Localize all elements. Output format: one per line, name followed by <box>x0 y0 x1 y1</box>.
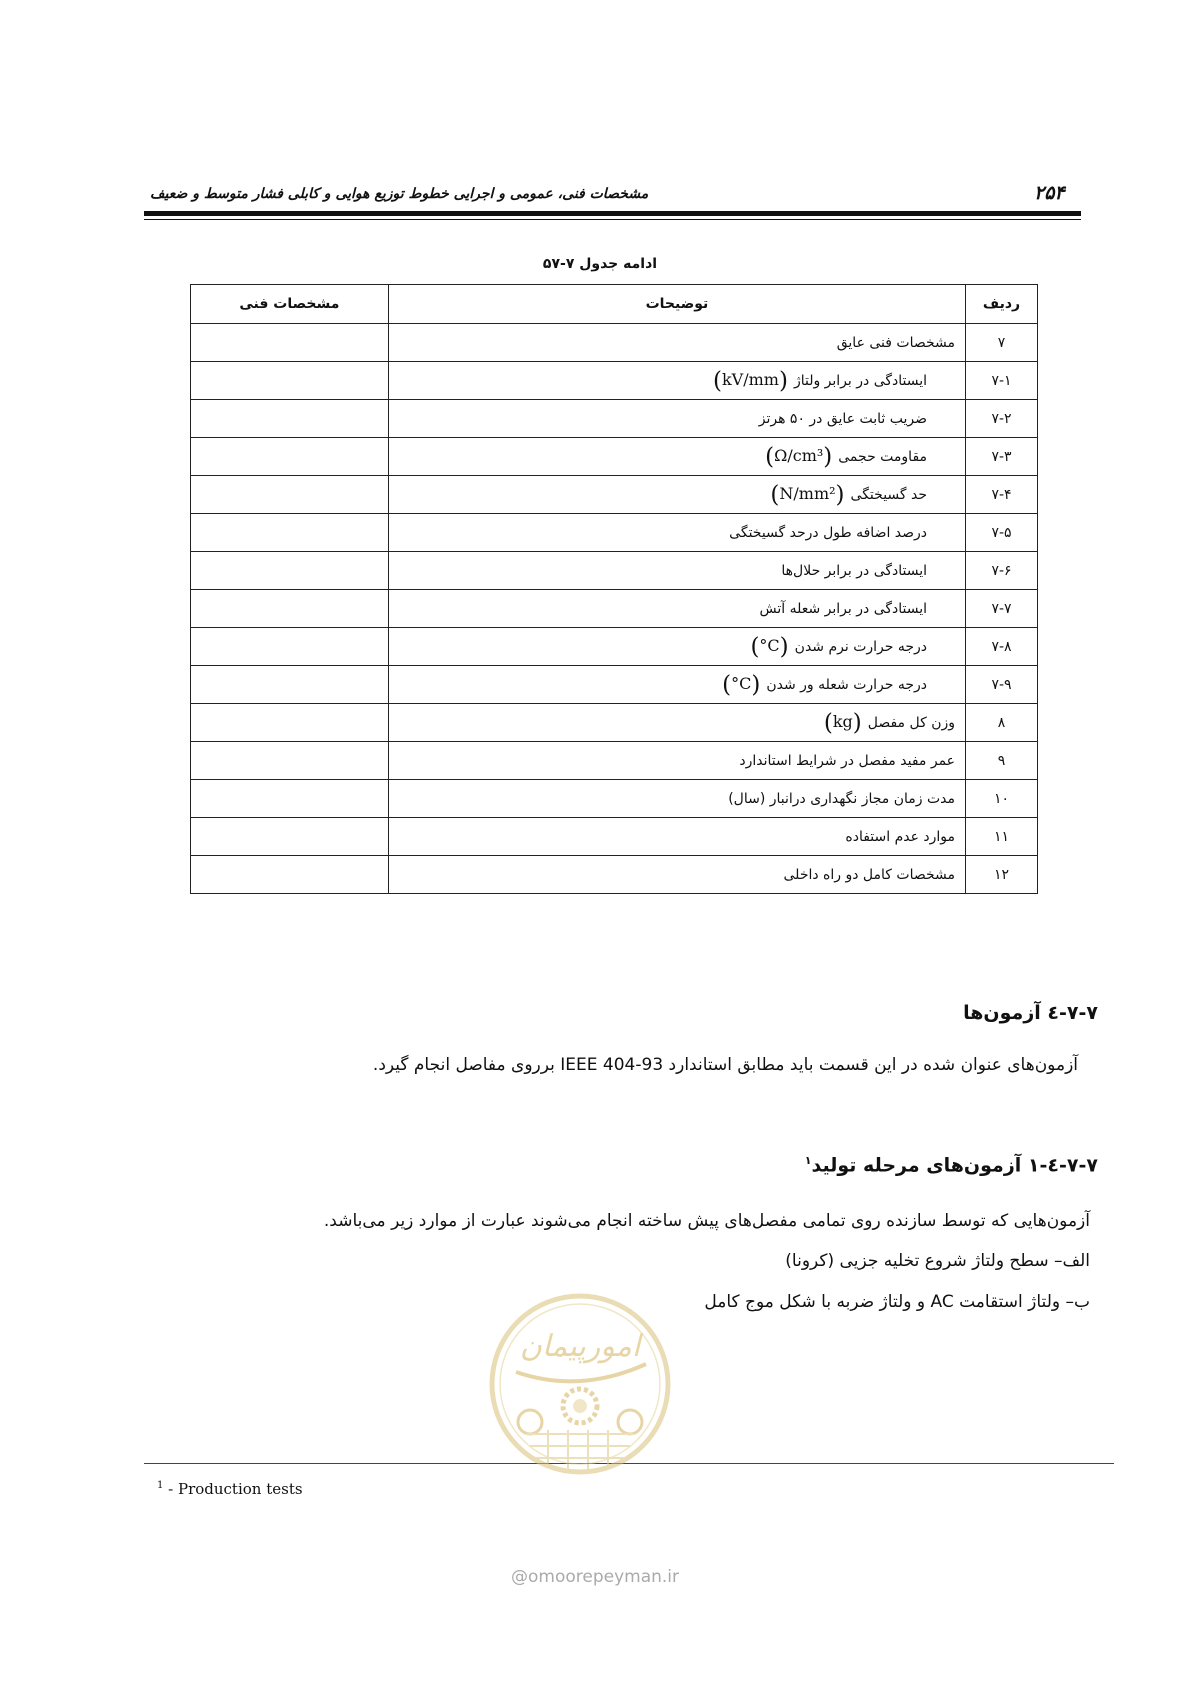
spec-table <box>190 284 1038 894</box>
table-row <box>191 704 1038 742</box>
row-unit-text: °C <box>759 635 780 655</box>
row-description <box>388 742 965 780</box>
page-number: ۲۵۴ <box>1034 182 1065 204</box>
row-description-text: مقاومت حجمی <box>838 448 928 465</box>
row-description-text: درجه حرارت شعله ور شدن <box>766 676 928 693</box>
row-description <box>388 476 965 514</box>
table-row <box>191 856 1038 894</box>
header-row-number: ردیف <box>966 285 1038 324</box>
production-item-b: ب– ولتاژ استقامت AC و ولتاژ ضربه با شکل موج کامل <box>704 1292 1090 1312</box>
row-description-text: موارد عدم استفاده <box>845 828 956 845</box>
header-spec: مشخصات فنی <box>191 285 389 324</box>
watermark-url: @omoorepeyman.ir <box>510 1567 680 1587</box>
row-description <box>388 400 965 438</box>
watermark-logo-icon <box>486 1284 674 1484</box>
row-description <box>388 704 965 742</box>
row-number: ۱۰ <box>966 780 1038 818</box>
watermark-logo-text: امورپیمان <box>519 1329 641 1364</box>
row-unit-text: N/mm² <box>779 483 836 503</box>
table-row <box>191 590 1038 628</box>
row-number: ۷ <box>966 324 1038 362</box>
header-rule <box>144 211 1081 216</box>
table-row <box>191 628 1038 666</box>
header-rule-thin <box>144 219 1081 220</box>
row-description <box>388 666 965 704</box>
row-description <box>388 438 965 476</box>
row-spec-value <box>191 742 389 780</box>
row-description-text: ضریب ثابت عایق در ۵۰ هرتز <box>758 410 928 427</box>
row-number: ۷-۷ <box>966 590 1038 628</box>
row-description-text: درجه حرارت نرم شدن <box>794 638 928 655</box>
row-description <box>388 818 965 856</box>
row-description-text: ایستادگی در برابر شعله آتش <box>759 600 928 617</box>
production-heading-text: ۷-۷-٤-۱ آزمون‌های مرحله تولید <box>811 1154 1098 1177</box>
section-tests-text: آزمون‌های عنوان شده در این قسمت باید مطابق استاندارد IEEE 404-93 برروی مفاصل انجام گیرد. <box>372 1055 1078 1075</box>
row-number: ۷-۶ <box>966 552 1038 590</box>
table-caption: ادامه جدول ۷-۵۷ <box>542 256 658 272</box>
row-description <box>388 780 965 818</box>
row-unit: (N/mm²) <box>770 481 845 508</box>
row-description-text: مشخصات فنی عایق <box>836 334 956 351</box>
row-unit-text: kV/mm <box>721 369 779 389</box>
row-unit-text: °C <box>731 673 752 693</box>
row-spec-value <box>191 590 389 628</box>
row-unit: (kg) <box>823 709 862 736</box>
row-description <box>388 552 965 590</box>
table-row <box>191 324 1038 362</box>
footnote-marker: ۱ <box>804 1154 812 1167</box>
table-header-row <box>191 285 1038 324</box>
row-number: ۷-۵ <box>966 514 1038 552</box>
row-number: ۷-۳ <box>966 438 1038 476</box>
table-row <box>191 514 1038 552</box>
row-description <box>388 628 965 666</box>
row-number: ۱۱ <box>966 818 1038 856</box>
row-unit: (°C) <box>722 671 761 698</box>
row-description <box>388 514 965 552</box>
footnote-number: 1 <box>157 1480 164 1491</box>
row-number: ۷-۱ <box>966 362 1038 400</box>
section-heading-tests: ۷-۷-٤ آزمون‌ها <box>963 1002 1098 1024</box>
row-spec-value <box>191 400 389 438</box>
footnote-text: - Production tests <box>163 1480 303 1498</box>
table-row <box>191 818 1038 856</box>
section-heading-production <box>640 1154 1098 1176</box>
row-spec-value <box>191 704 389 742</box>
row-spec-value <box>191 324 389 362</box>
row-spec-value <box>191 362 389 400</box>
row-spec-value <box>191 628 389 666</box>
table-row <box>191 742 1038 780</box>
production-item-a: الف– سطح ولتاژ شروع تخلیه جزیی (کرونا) <box>785 1251 1090 1271</box>
table-row <box>191 552 1038 590</box>
row-unit: (°C) <box>750 633 789 660</box>
row-description <box>388 856 965 894</box>
row-description-text: درصد اضافه طول درحد گسیختگی <box>729 524 928 541</box>
row-spec-value <box>191 780 389 818</box>
row-unit-text: kg <box>832 711 853 731</box>
row-description-text: مدت زمان مجاز نگهداری درانبار (سال) <box>728 790 956 807</box>
table-row <box>191 780 1038 818</box>
row-spec-value <box>191 818 389 856</box>
row-unit-text: Ω/cm³ <box>774 445 824 465</box>
row-spec-value <box>191 438 389 476</box>
row-number: ۷-۴ <box>966 476 1038 514</box>
row-spec-value <box>191 856 389 894</box>
row-unit: (kV/mm) <box>712 367 788 394</box>
row-number: ۷-۸ <box>966 628 1038 666</box>
row-spec-value <box>191 476 389 514</box>
row-number: ۱۲ <box>966 856 1038 894</box>
row-description-text: حد گسیختگی <box>850 486 928 503</box>
table-row <box>191 362 1038 400</box>
row-number: ۸ <box>966 704 1038 742</box>
row-description-text: مشخصات کامل دو راه داخلی <box>783 866 956 883</box>
row-number: ۷-۲ <box>966 400 1038 438</box>
row-unit: (Ω/cm³) <box>765 443 833 470</box>
production-intro: آزمون‌هایی که توسط سازنده روی تمامی مفصل‌های پیش ساخته انجام می‌شوند عبارت از موارد زیر می‌باشد. <box>323 1211 1090 1231</box>
row-description-text: ایستادگی در برابر ولتاژ <box>793 372 928 389</box>
row-number: ۷-۹ <box>966 666 1038 704</box>
table-row <box>191 666 1038 704</box>
row-spec-value <box>191 666 389 704</box>
row-spec-value <box>191 552 389 590</box>
header-description: توضیحات <box>388 285 965 324</box>
table-row <box>191 400 1038 438</box>
row-description-text: وزن کل مفصل <box>867 714 956 731</box>
row-spec-value <box>191 514 389 552</box>
table-row <box>191 476 1038 514</box>
running-title: مشخصات فنی، عمومی و اجرایی خطوط توزیع هوایی و کابلی فشار متوسط و ضعیف <box>150 186 649 202</box>
row-description-text: عمر مفید مفصل در شرایط استاندارد <box>739 752 956 769</box>
row-description <box>388 324 965 362</box>
row-description <box>388 590 965 628</box>
row-description <box>388 362 965 400</box>
table-row <box>191 438 1038 476</box>
row-description-text: ایستادگی در برابر حلال‌ها <box>781 562 928 579</box>
row-number: ۹ <box>966 742 1038 780</box>
